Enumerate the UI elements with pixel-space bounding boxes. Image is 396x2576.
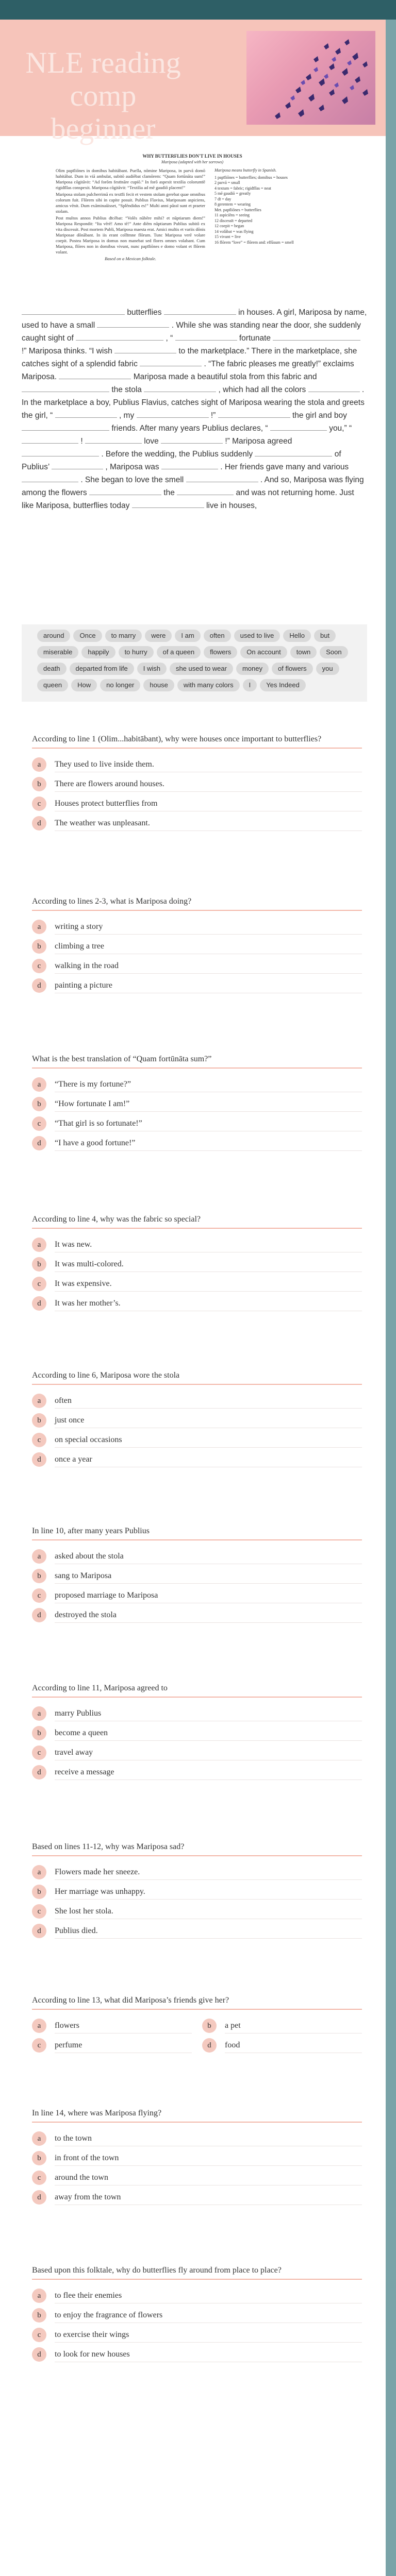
option-letter: d <box>32 1765 46 1780</box>
option-letter: d <box>32 1924 46 1938</box>
answer-option[interactable] <box>32 1391 362 1411</box>
option-letter: a <box>32 2289 46 2303</box>
question-2 <box>32 897 362 995</box>
option-letter: a <box>32 2131 46 2146</box>
passage-source: Based on a Mexican folktale. <box>105 256 156 261</box>
option-text: “That girl is so fortunate!” <box>55 1119 142 1128</box>
word-chip[interactable]: I am <box>175 630 200 642</box>
glossary-title: Mariposa means butterfly in Spanish. <box>214 168 277 173</box>
option-text: to flee their enemies <box>55 2291 122 2300</box>
option-letter: b <box>32 1257 46 1272</box>
blank-input[interactable] <box>114 345 176 353</box>
answer-option[interactable] <box>32 1450 362 1469</box>
option-letter: b <box>32 1097 46 1111</box>
gloss-item: 11 aspiciēns = seeing <box>214 213 250 217</box>
option-letter: d <box>32 978 46 993</box>
blank-input[interactable] <box>186 474 258 482</box>
option-text: perfume <box>55 2041 82 2049</box>
cloze-text: the stola <box>111 385 142 394</box>
answer-option[interactable] <box>32 1882 362 1902</box>
word-chip[interactable]: used to live <box>234 630 280 642</box>
option-text: Publius died. <box>55 1926 98 1935</box>
gloss-item: 14 volābat = was flying <box>214 229 254 234</box>
blank-input[interactable] <box>144 384 216 392</box>
answer-option[interactable] <box>32 937 362 956</box>
answer-option[interactable] <box>32 2016 192 2036</box>
question-text: According to lines 2-3, what is Mariposa doing? <box>32 897 362 911</box>
word-chip[interactable]: but <box>314 630 336 642</box>
answer-option[interactable] <box>32 1605 362 1625</box>
cloze-text: you,” “ <box>329 424 352 433</box>
option-text: around the town <box>55 2173 108 2182</box>
option-text: to enjoy the fragrance of flowers <box>55 2311 163 2319</box>
word-chip[interactable]: she used to wear <box>170 663 233 675</box>
option-letter: a <box>32 1077 46 1092</box>
answer-option[interactable] <box>32 2286 362 2306</box>
word-chip[interactable]: to hurry <box>119 646 154 658</box>
blank-input[interactable] <box>140 358 202 366</box>
question-text: In line 14, where was Mariposa flying? <box>32 2109 362 2123</box>
cloze-text: . And so, Mariposa was flying among the flowers <box>22 476 364 497</box>
cloze-text: , Mariposa was <box>105 463 159 471</box>
question-11 <box>32 2266 362 2364</box>
option-letter: c <box>32 1277 46 1291</box>
option-letter: a <box>32 757 46 772</box>
option-letter: b <box>202 2019 217 2033</box>
question-text: According to line 13, what did Mariposa’s friends give her? <box>32 1996 362 2010</box>
question-text: Based upon this folktale, why do butterflies fly around from place to place? <box>32 2266 362 2280</box>
cloze-text: Mariposa made a beautiful stola from this fabric and <box>133 372 317 381</box>
option-text: It was multi-colored. <box>55 1260 124 1268</box>
option-letter: a <box>32 1238 46 1252</box>
question-3 <box>32 1055 362 1153</box>
worksheet-title: NLE reading comp beginner <box>25 46 181 145</box>
option-letter: c <box>32 2328 46 2342</box>
word-chip[interactable]: around <box>37 630 70 642</box>
word-chip[interactable]: to marry <box>105 630 142 642</box>
word-chip[interactable]: Once <box>73 630 102 642</box>
option-text: destroyed the stola <box>55 1611 117 1619</box>
question-text: According to line 6, Mariposa wore the stola <box>32 1371 362 1385</box>
word-chip[interactable]: How <box>71 679 97 691</box>
word-chip[interactable]: money <box>236 663 269 675</box>
answer-option[interactable] <box>32 1255 362 1274</box>
option-letter: c <box>32 1433 46 1447</box>
word-chip[interactable]: On account <box>240 646 287 658</box>
word-bank <box>22 624 367 702</box>
blank-input[interactable] <box>55 410 117 418</box>
answer-option[interactable] <box>32 1862 362 1882</box>
blank-input[interactable] <box>85 435 142 444</box>
option-letter: c <box>32 1588 46 1603</box>
option-text: They used to live inside them. <box>55 760 154 769</box>
option-letter: d <box>32 1608 46 1622</box>
cloze-passage <box>22 306 367 512</box>
option-text: painting a picture <box>55 981 112 990</box>
cloze-text: the girl and boy <box>292 411 347 420</box>
option-letter: a <box>32 1549 46 1564</box>
answer-option[interactable] <box>32 1762 362 1782</box>
word-chip[interactable]: of a queen <box>157 646 201 658</box>
cloze-text: !” Mariposa thinks. “I wish <box>22 347 112 355</box>
option-letter: d <box>32 1296 46 1311</box>
word-chip[interactable]: flowers <box>204 646 237 658</box>
option-text: receive a message <box>55 1768 114 1776</box>
cloze-text: ! <box>80 437 83 446</box>
option-text: on special occasions <box>55 1435 122 1444</box>
blank-input[interactable] <box>22 474 78 482</box>
answer-option[interactable] <box>202 2036 362 2055</box>
cloze-text: the <box>163 488 175 497</box>
option-text: just once <box>55 1416 85 1425</box>
gloss-item: 5 mē gaudiō = greatly <box>214 191 251 196</box>
blank-input[interactable] <box>161 461 218 469</box>
cloze-text: . In the marketplace a boy, Publius Flavius, catches sight of Mariposa wearing the stola and greets the girl, “ <box>22 385 365 420</box>
gloss-item: Met. papīliōnes = butterflies <box>214 207 261 212</box>
word-chip[interactable]: Hello <box>283 630 311 642</box>
word-chip[interactable]: town <box>290 646 317 658</box>
word-chip[interactable]: of flowers <box>272 663 313 675</box>
answer-option[interactable] <box>32 2325 362 2345</box>
reading-passage <box>51 147 334 302</box>
answer-option[interactable] <box>32 1075 362 1094</box>
answer-option[interactable] <box>32 1921 362 1941</box>
cloze-text: fortunate <box>239 334 271 343</box>
option-text: marry Publius <box>55 1709 102 1718</box>
passage-paragraph: Olim papīliōnes in domibus habitābant. Puella, nōmine Mariposa, in parvā domō habitābat. Dum in viā ambulat, subitō audiēbat clamōrem: “Quam fortūnāta sum!” Mariposa cōgitāvit: “Ad forōm festīnāre cupiō.” In forō aspexit textilia colorumīē rigidīllas conspexit. Mariposa cōgitāvit: “Textilia ad mē gaudiō placent!” <box>56 168 205 190</box>
cloze-text: !” Mariposa agreed <box>225 437 292 446</box>
question-9 <box>32 1996 362 2055</box>
option-letter: d <box>32 1136 46 1150</box>
blank-input[interactable] <box>22 384 109 392</box>
option-text: “There is my fortune?” <box>55 1080 131 1089</box>
question-text: Based on lines 11-12, why was Mariposa sad? <box>32 1842 362 1856</box>
blank-input[interactable] <box>89 487 161 495</box>
word-chip[interactable]: death <box>37 663 67 675</box>
option-text: Houses protect butterflies from <box>55 799 158 808</box>
option-text: often <box>55 1396 72 1405</box>
gloss-item: 7 dī = day <box>214 196 232 201</box>
answer-option[interactable] <box>32 2148 362 2168</box>
blank-input[interactable] <box>161 435 223 444</box>
gloss-item: 12 coepit = began <box>214 224 244 228</box>
blank-input[interactable] <box>76 332 163 341</box>
word-chip[interactable]: no longer <box>100 679 140 691</box>
answer-option[interactable] <box>32 1235 362 1255</box>
cloze-text: of Publius’ <box>22 450 341 471</box>
option-text: proposed marriage to Mariposa <box>55 1591 158 1600</box>
question-1 <box>32 735 362 833</box>
option-text: to the town <box>55 2134 92 2143</box>
answer-option[interactable] <box>32 1094 362 1114</box>
option-text: It was expensive. <box>55 1279 112 1288</box>
option-text: once a year <box>55 1455 92 1464</box>
option-text: to exercise their wings <box>55 2330 129 2339</box>
option-text: writing a story <box>55 922 103 931</box>
blank-input[interactable] <box>22 422 109 431</box>
option-text: to look for new houses <box>55 2350 130 2359</box>
option-text: travel away <box>55 1748 93 1757</box>
answer-option[interactable] <box>32 2129 362 2148</box>
answer-option[interactable] <box>32 1294 362 1313</box>
cloze-text: . Her friends gave many and various <box>220 463 349 471</box>
answer-option[interactable] <box>32 2036 192 2055</box>
blank-input[interactable] <box>97 319 169 328</box>
option-letter: a <box>32 1706 46 1721</box>
option-text: Her marriage was unhappy. <box>55 1887 145 1896</box>
option-letter: b <box>32 1569 46 1583</box>
answer-option[interactable] <box>32 1114 362 1133</box>
question-4 <box>32 1215 362 1313</box>
word-chip[interactable]: I <box>243 679 257 691</box>
option-text: food <box>225 2041 240 2049</box>
option-letter: c <box>32 796 46 811</box>
option-letter: a <box>32 2019 46 2033</box>
blank-input[interactable] <box>273 332 360 341</box>
cloze-text: in houses. A girl, Mariposa by name, used to have a small <box>22 308 367 330</box>
word-chip[interactable]: I wish <box>137 663 167 675</box>
option-text: in front of the town <box>55 2154 119 2162</box>
passage-paragraph: Mariposa stolam pulcherrimā ex textīli fecit et vestem stolam gerebat quae omnibus colorum fuit. Flōrem sibi in capite posuit. Publius Flavius, Mariposam aspiciens, amicus vēnit. Dum exāminaūisset, “Splēndidus es!” Multi anni pāssī sunt et praeter stolam. <box>56 192 205 214</box>
option-text: asked about the stola <box>55 1552 124 1561</box>
question-text: What is the best translation of “Quam fortūnāta sum?” <box>32 1055 362 1069</box>
answer-option[interactable] <box>32 956 362 976</box>
cloze-text: friends. After many years Publius declares, “ <box>111 424 268 433</box>
question-text: According to line 1 (Olim...habitābant), why were houses once important to butterflies? <box>32 735 362 749</box>
passage-heading: WHY BUTTERFLIES DON'T LIVE IN HOUSES <box>142 154 242 159</box>
answer-option[interactable] <box>32 1723 362 1743</box>
option-letter: d <box>32 2190 46 2205</box>
blank-input[interactable] <box>22 448 99 456</box>
answer-option[interactable] <box>32 774 362 794</box>
word-chip[interactable]: were <box>145 630 172 642</box>
question-6 <box>32 1527 362 1625</box>
blank-input[interactable] <box>137 410 209 418</box>
right-rail <box>386 20 396 2576</box>
cloze-text: !” <box>210 411 216 420</box>
option-letter: b <box>32 1413 46 1428</box>
word-chip[interactable]: you <box>316 663 339 675</box>
cloze-text: , which had all the colors <box>218 385 306 394</box>
passage-subheading: Mariposa (adapted with her sorrows) <box>161 160 224 164</box>
gloss-item: 15 vivunt = live <box>214 234 241 239</box>
blank-input[interactable] <box>52 461 103 469</box>
answer-option[interactable] <box>32 2168 362 2188</box>
gloss-item: 12 discessīt = departed <box>214 218 253 223</box>
answer-option[interactable] <box>32 1743 362 1762</box>
option-text: She lost her stola. <box>55 1907 113 1916</box>
answer-option[interactable] <box>32 814 362 833</box>
answer-option[interactable] <box>32 755 362 774</box>
word-chip[interactable]: Soon <box>320 646 348 658</box>
question-7 <box>32 1684 362 1782</box>
cloze-text: butterflies <box>127 308 162 317</box>
cloze-text: . While she was standing near the door, she suddenly caught sight of <box>22 321 361 343</box>
cloze-text: live in houses, <box>206 501 257 510</box>
cloze-text: , “ <box>166 334 173 343</box>
blank-input[interactable] <box>22 307 125 315</box>
passage-latin-text <box>56 168 205 262</box>
blank-input[interactable] <box>308 384 360 392</box>
question-5 <box>32 1371 362 1469</box>
answer-option[interactable] <box>32 1133 362 1153</box>
answer-option[interactable] <box>32 1411 362 1430</box>
answer-option[interactable] <box>32 1902 362 1921</box>
cloze-text: love <box>144 437 159 446</box>
gloss-item: 4 textum = fabric; rigidīllas = neat <box>214 185 271 191</box>
cloze-text: and was not returning home. Just like Mariposa, butterflies today <box>22 488 354 510</box>
passage-glossary <box>214 168 333 245</box>
header-banner <box>0 20 386 145</box>
answer-option[interactable] <box>32 1566 362 1586</box>
question-text: According to line 11, Mariposa agreed to <box>32 1684 362 1698</box>
answer-option[interactable] <box>32 2188 362 2207</box>
answer-grid <box>32 2016 362 2055</box>
word-chip[interactable]: house <box>143 679 174 691</box>
blank-input[interactable] <box>255 448 332 456</box>
option-letter: c <box>32 2038 46 2053</box>
option-text: flowers <box>55 2021 79 2030</box>
option-text: walking in the road <box>55 961 119 970</box>
answer-option[interactable] <box>32 794 362 814</box>
option-letter: b <box>32 1726 46 1740</box>
answer-option[interactable] <box>202 2016 362 2036</box>
option-text: There are flowers around houses. <box>55 779 164 788</box>
answer-option[interactable] <box>32 2306 362 2325</box>
word-chip[interactable]: Yes Indeed <box>260 679 306 691</box>
question-text: In line 10, after many years Publius <box>32 1527 362 1540</box>
cloze-text: . She began to love the smell <box>80 476 184 484</box>
blank-input[interactable] <box>132 500 204 508</box>
option-text: become a queen <box>55 1728 108 1737</box>
option-text: It was her mother’s. <box>55 1299 121 1308</box>
word-chip[interactable]: queen <box>37 679 68 691</box>
blank-input[interactable] <box>177 487 234 495</box>
answer-option[interactable] <box>32 1547 362 1566</box>
cloze-text: . “The fabric pleases me greatly!” exclaims Mariposa. <box>22 360 354 381</box>
word-chip[interactable]: miserable <box>37 646 78 658</box>
blank-input[interactable] <box>59 371 131 379</box>
answer-option[interactable] <box>32 1586 362 1605</box>
option-letter: b <box>32 2151 46 2165</box>
answer-option[interactable] <box>32 1274 362 1294</box>
option-letter: a <box>32 920 46 934</box>
answer-option[interactable] <box>32 976 362 995</box>
question-10 <box>32 2109 362 2207</box>
option-letter: a <box>32 1394 46 1408</box>
answer-option[interactable] <box>32 1430 362 1450</box>
option-letter: c <box>32 1745 46 1760</box>
option-text: The weather was unpleasant. <box>55 819 150 827</box>
word-chip[interactable]: often <box>204 630 231 642</box>
blank-input[interactable] <box>22 435 78 444</box>
option-text: “I have a good fortune!” <box>55 1139 136 1147</box>
option-text: away from the town <box>55 2193 121 2201</box>
option-letter: d <box>32 2347 46 2362</box>
word-chip[interactable]: with many colors <box>177 679 240 691</box>
gloss-item: 16 flōrem “love” = flōrem and: effūsum = smell <box>214 240 294 245</box>
question-text: According to line 4, why was the fabric so special? <box>32 1215 362 1229</box>
option-letter: a <box>32 1865 46 1879</box>
word-chip[interactable]: departed from life <box>70 663 134 675</box>
option-text: a pet <box>225 2021 241 2030</box>
option-letter: c <box>32 2171 46 2185</box>
option-letter: b <box>32 1885 46 1899</box>
question-8 <box>32 1842 362 1941</box>
option-letter: c <box>32 959 46 973</box>
option-text: “How fortunate I am!” <box>55 1099 130 1108</box>
blank-input[interactable] <box>164 307 236 315</box>
option-letter: c <box>32 1116 46 1131</box>
blank-input[interactable] <box>270 422 327 431</box>
blank-input[interactable] <box>175 332 237 341</box>
cloze-text: to the marketplace.” There in the marketplace, she catches sight of a splendid fabric <box>22 347 357 368</box>
option-letter: b <box>32 939 46 954</box>
option-letter: b <box>32 777 46 791</box>
butterflies-image <box>246 31 375 125</box>
option-text: sang to Mariposa <box>55 1571 112 1580</box>
option-letter: d <box>202 2038 217 2053</box>
cloze-text: . Before the wedding, the Publius suddenly <box>101 450 253 459</box>
passage-paragraph: Post multos annos Publius dīcēbat: “Volēs nūbēre mihi? et nūptiarum diem!” Mariposa Respondit: “Ita vērē! Amo tē!” Ante diēm nūptiarum Publius subitō ex vita discessit. Post mortem Publi, Mariposa maesta erat. Amici multis et variis dōnis Mariposae dōnābant. In iis erant collīmne flōrum. Tunc Mariposa verē volare coepit. Postea Mariposa in domus non manebat sed flores omnes volabant. Cum Mariposa, flōres non in domibus vivunt, nunc papīliōnes e domo volant et flōrem volant. <box>56 215 205 255</box>
butterflies-illustration <box>246 31 375 125</box>
word-chip[interactable]: happily <box>81 646 115 658</box>
answer-option[interactable] <box>32 2345 362 2364</box>
blank-input[interactable] <box>218 410 290 418</box>
gloss-item: 8 gerentem = wearing <box>214 202 251 207</box>
option-text: It was new. <box>55 1240 92 1249</box>
worksheet-page <box>0 20 386 2576</box>
gloss-item: 1 papīliōnes = butterflies; domibus = houses <box>214 175 288 180</box>
option-text: Flowers made her sneeze. <box>55 1868 140 1876</box>
answer-option[interactable] <box>32 917 362 937</box>
option-letter: d <box>32 816 46 831</box>
gloss-item: 2 parvā = small <box>214 180 240 185</box>
top-strip <box>0 0 396 20</box>
option-letter: d <box>32 1452 46 1467</box>
option-text: climbing a tree <box>55 942 104 951</box>
option-letter: c <box>32 1904 46 1919</box>
option-letter: b <box>32 2308 46 2323</box>
cloze-text: , my <box>119 411 135 420</box>
answer-option[interactable] <box>32 1704 362 1723</box>
